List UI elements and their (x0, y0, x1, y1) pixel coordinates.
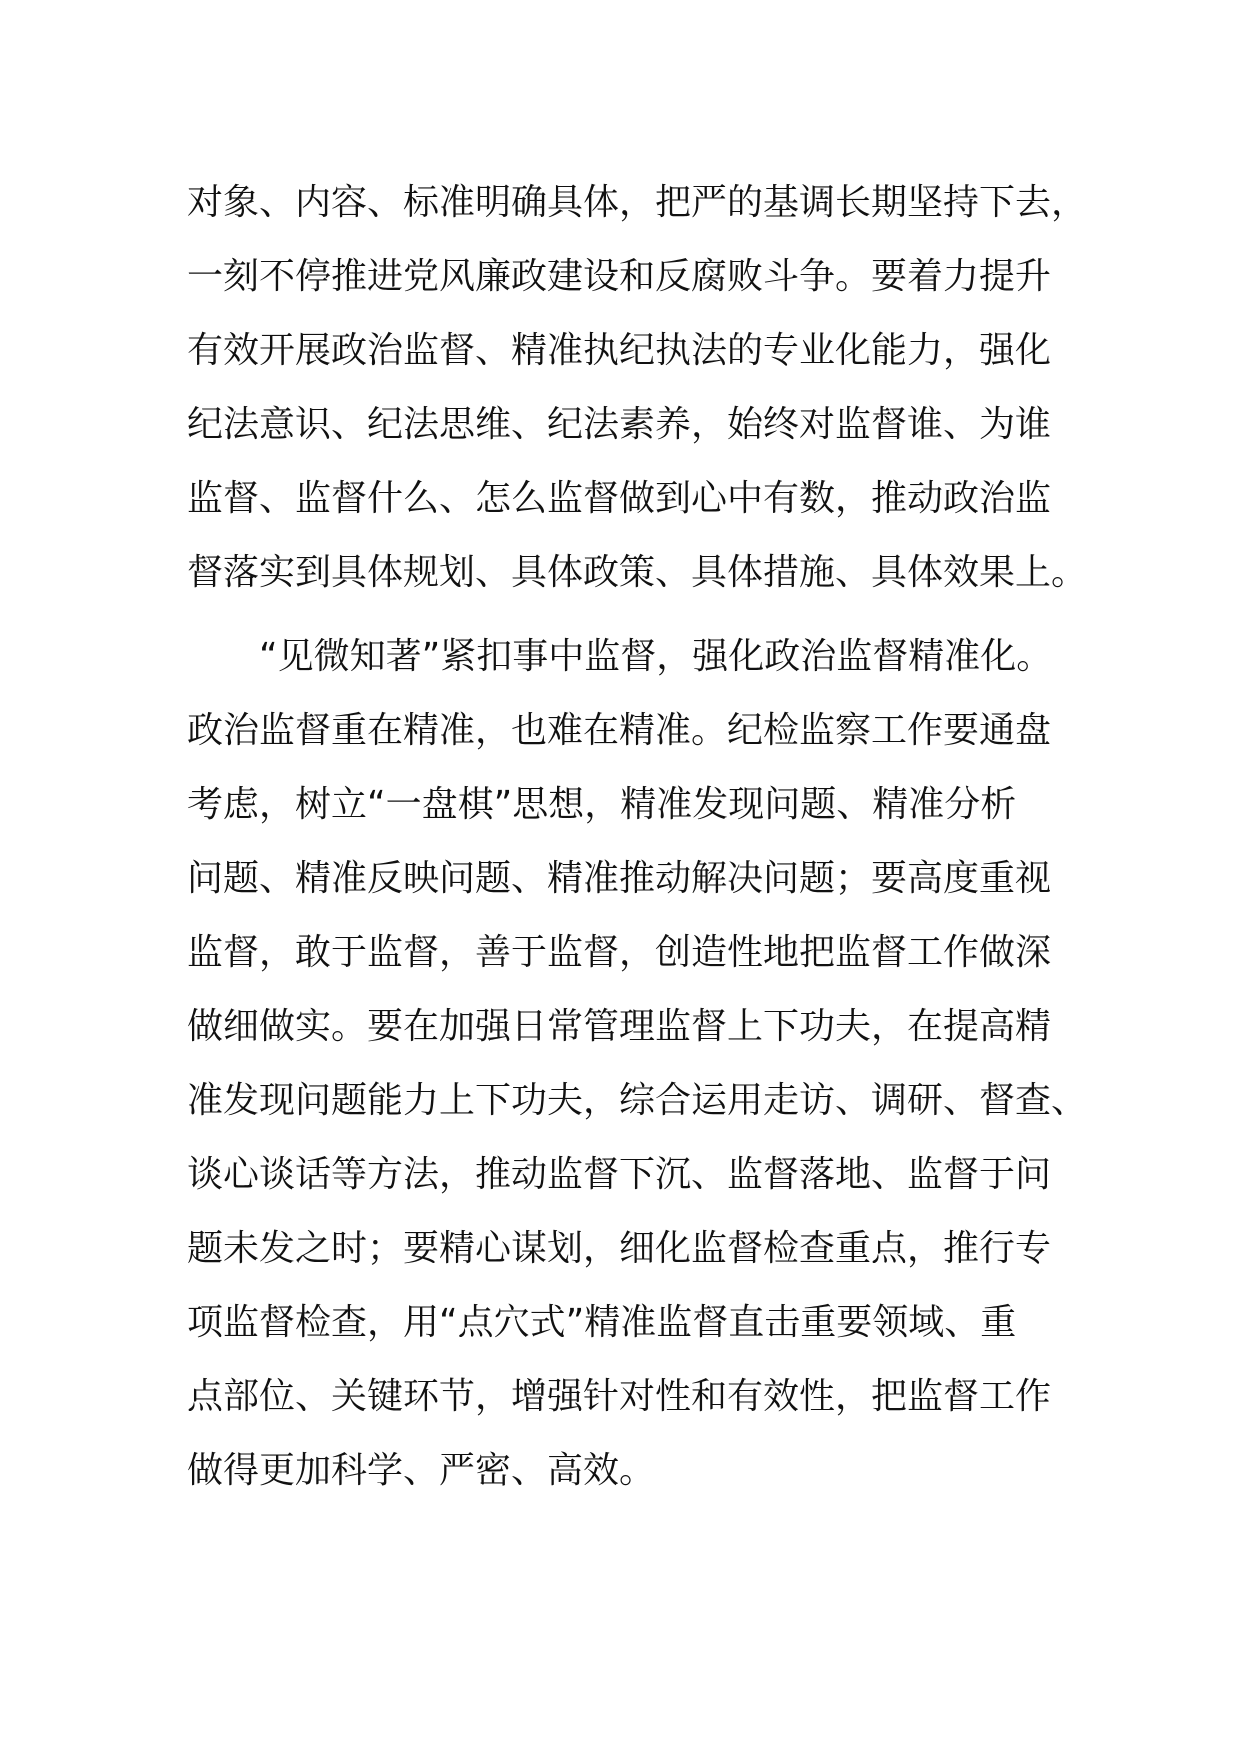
text-line: 监督、监督什么、怎么监督做到心中有数，推动政治监 (187, 478, 1052, 519)
text-line: “见微知著”紧扣事中监督，强化政治监督精准化。 (187, 636, 1053, 677)
text-line: 点部位、关键环节，增强针对性和有效性，把监督工作 (187, 1376, 1052, 1417)
text-line: 做得更加科学、严密、高效。 (187, 1450, 656, 1491)
text-line: 题未发之时；要精心谋划，细化监督检查重点，推行专 (187, 1228, 1052, 1269)
text-line: 一刻不停推进党风廉政建设和反腐败斗争。要着力提升 (187, 256, 1052, 297)
text-line: 准发现问题能力上下功夫，综合运用走访、调研、督查、 (187, 1080, 1088, 1121)
text-line: 督落实到具体规划、具体政策、具体措施、具体效果上。 (187, 552, 1088, 593)
text-line: 问题、精准反映问题、精准推动解决问题；要高度重视 (187, 858, 1052, 899)
text-line: 项监督检查，用“点穴式”精准监督直击重要领域、重 (187, 1302, 1017, 1343)
document-body (187, 166, 1087, 1508)
paragraph-1 (187, 166, 1087, 610)
text-line: 对象、内容、标准明确具体，把严的基调长期坚持下去， (187, 182, 1088, 223)
paragraph-2 (187, 620, 1087, 1508)
text-line: 做细做实。要在加强日常管理监督上下功夫，在提高精 (187, 1006, 1052, 1047)
text-line: 有效开展政治监督、精准执纪执法的专业化能力，强化 (187, 330, 1052, 371)
text-line: 纪法意识、纪法思维、纪法素养，始终对监督谁、为谁 (187, 404, 1052, 445)
text-line: 监督，敢于监督，善于监督，创造性地把监督工作做深 (187, 932, 1052, 973)
text-line: 考虑，树立“一盘棋”思想，精准发现问题、精准分析 (187, 784, 1017, 825)
text-line: 谈心谈话等方法，推动监督下沉、监督落地、监督于问 (187, 1154, 1052, 1195)
text-line: 政治监督重在精准，也难在精准。纪检监察工作要通盘 (187, 710, 1052, 751)
